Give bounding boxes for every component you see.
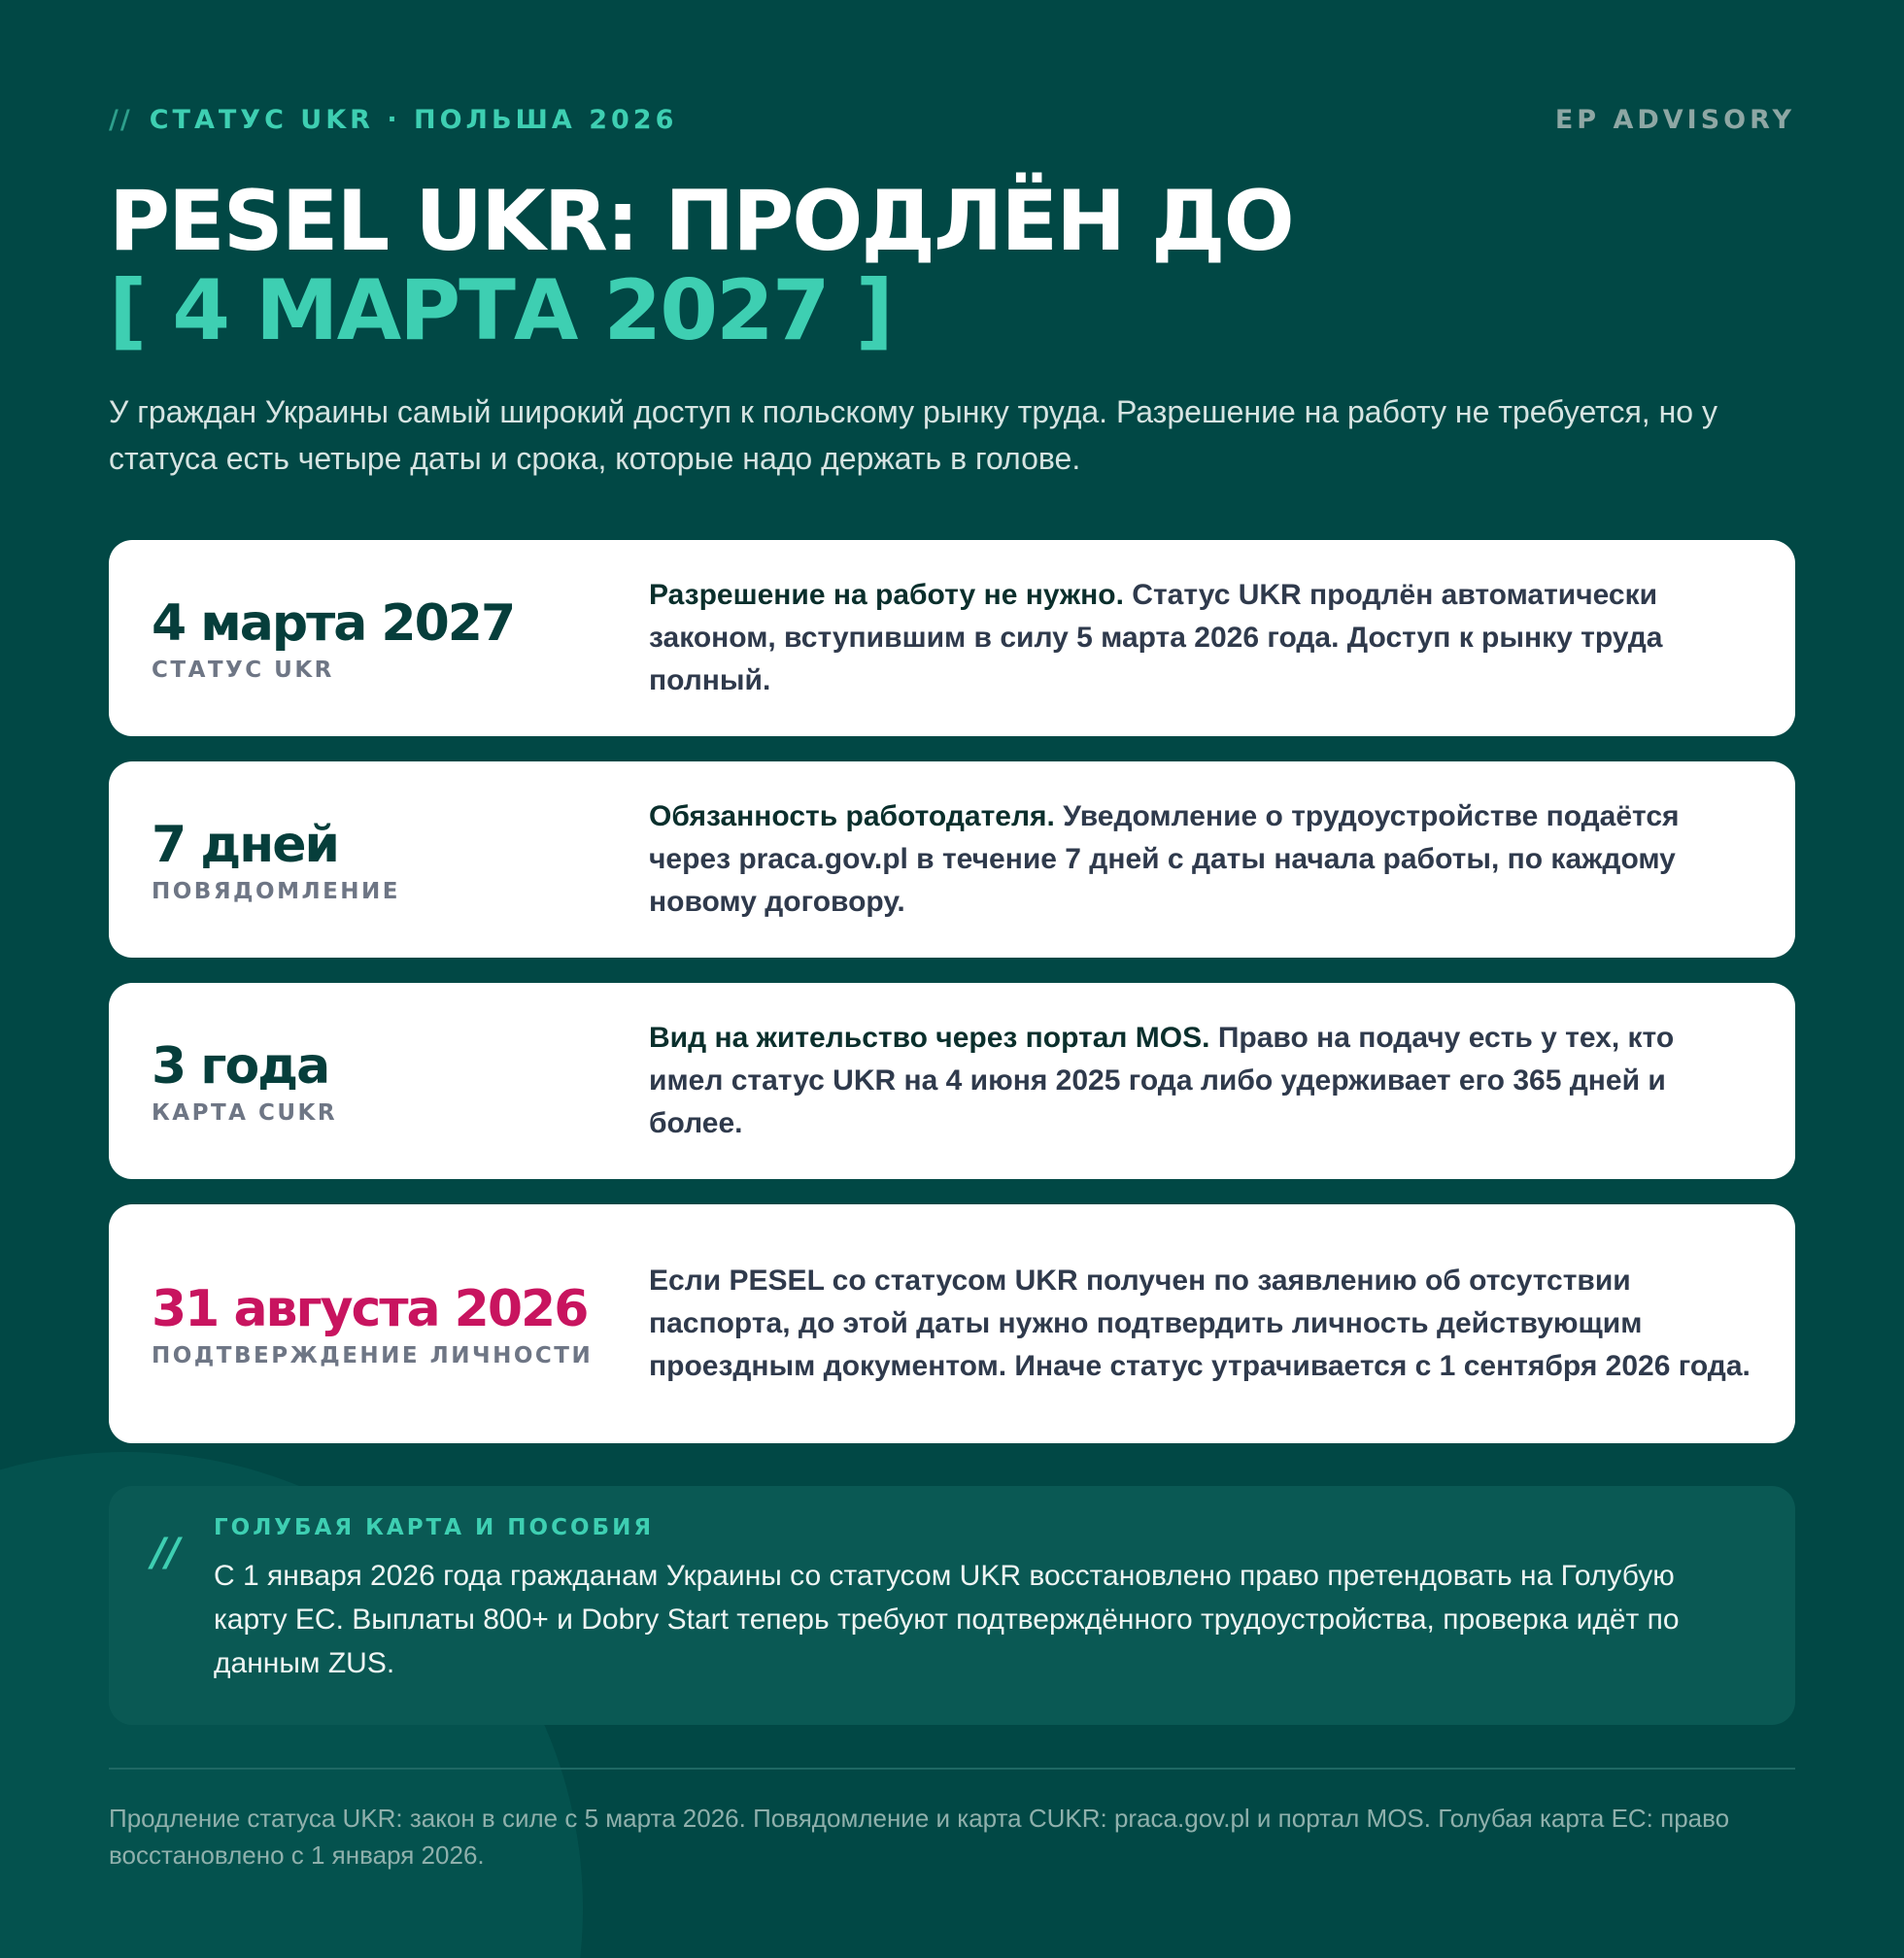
card-label: СТАТУС UKR xyxy=(152,658,334,683)
kicker-text: СТАТУС UKR · ПОЛЬША 2026 xyxy=(149,104,678,135)
headline-date: [ 4 МАРТА 2027 ] xyxy=(109,262,892,359)
card-key xyxy=(152,1036,649,1126)
card-description xyxy=(649,795,1752,924)
blue-card-note xyxy=(109,1486,1795,1725)
card-value: 31 августа 2026 xyxy=(152,1280,588,1338)
card-text: Статус UKR продлён автоматически законом, вступившим в силу 5 марта 2026 года. Доступ к рынку труда полный. xyxy=(649,579,1663,696)
card-value: 7 дней xyxy=(152,816,338,874)
card-text: Уведомление о трудоустройстве подаётся через praca.gov.pl в течение 7 дней с даты начала работы, по каждому новому договору. xyxy=(649,800,1680,918)
kicker xyxy=(109,105,677,135)
card-description xyxy=(649,574,1752,702)
card-key xyxy=(152,1279,649,1368)
card-value: 3 года xyxy=(152,1037,329,1096)
card-lead-in: Обязанность работодателя. xyxy=(649,800,1055,832)
kicker-slashes: // xyxy=(109,104,132,135)
deadline-card-notification xyxy=(109,761,1795,958)
brand-name: EP ADVISORY xyxy=(1554,104,1795,135)
card-label: КАРТА CUKR xyxy=(152,1100,338,1126)
card-text: Право на подачу есть у тех, кто имел статус UKR на 4 июня 2025 года либо удерживает его 365 дней и более. xyxy=(649,1022,1675,1139)
deadline-card-cukr xyxy=(109,983,1795,1179)
card-lead-in: Разрешение на работу не нужно. xyxy=(649,579,1124,611)
card-label: ПОВЯДОМЛЕНИЕ xyxy=(152,879,400,904)
card-description xyxy=(649,1017,1752,1145)
footer-divider xyxy=(109,1768,1795,1770)
note-title: ГОЛУБАЯ КАРТА И ПОСОБИЯ xyxy=(214,1515,655,1540)
deadline-cards xyxy=(109,540,1795,1468)
card-value: 4 марта 2027 xyxy=(152,594,515,653)
headline-line1: PESEL UKR: ПРОДЛЁН ДО xyxy=(109,173,1293,270)
card-text: Если PESEL со статусом UKR получен по заявлению об отсутствии паспорта, до этой даты нужно подтвердить личность действующим проездным документом. Иначе статус утрачивается с 1 сентября 2026 года. xyxy=(649,1265,1751,1382)
card-lead-in: Вид на жительство через портал MOS. xyxy=(649,1022,1210,1054)
headline xyxy=(109,173,1663,359)
lead-paragraph: У граждан Украины самый широкий доступ к польскому рынку труда. Разрешение на работу не требуется, но у статуса есть четыре даты и срока, которые надо держать в голове. xyxy=(109,394,1717,476)
note-body: С 1 января 2026 года гражданам Украины со статусом UKR восстановлено право претендовать на Голубую карту ЕС. Выплаты 800+ и Dobry Start теперь требуют подтверждённого трудоустройства, проверка идёт по данным ZUS. xyxy=(214,1560,1680,1679)
card-label: ПОДТВЕРЖДЕНИЕ ЛИЧНОСТИ xyxy=(152,1343,594,1368)
card-key xyxy=(152,815,649,904)
deadline-card-status xyxy=(109,540,1795,736)
note-slash-mark: // xyxy=(152,1531,181,1575)
footer-sources: Продление статуса UKR: закон в силе с 5 марта 2026. Повядомление и карта CUKR: praca.gov.pl и портал MOS. Голубая карта ЕС: право восстановлено с 1 января 2026. xyxy=(109,1804,1730,1870)
card-description xyxy=(649,1260,1752,1388)
card-key xyxy=(152,593,649,683)
top-bar xyxy=(109,103,1795,136)
deadline-card-identity xyxy=(109,1204,1795,1443)
